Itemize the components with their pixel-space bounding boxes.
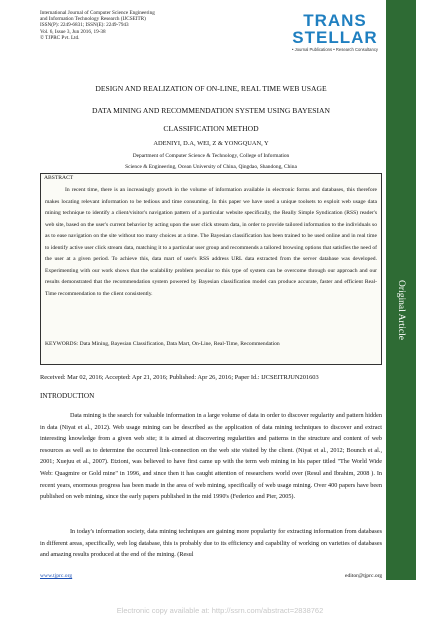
logo-text-trans: TRANS	[303, 11, 367, 30]
body-paragraph: Data mining is the search for valuable information in a large volume of data in order to discover regularity and pattern hidden in data (Niyat et al., 2012). Web usage mining can be described as the application of data mining techniques to discover and extract interesting knowledge from a given web site; it is aimed at discovering regularities and patterns in the structure and content of web resources as well as to determine the occurred link-connection on the web site visited by the client. (Niyat et al., 2012; Bounch et al., 2001; Xuejuu et al., 2007). Etzioni, was believed to have first came up with the term web mining in his paper titled "The World Wide Web: Quagmire or Gold mine" in 1996, and since then it has caught attention of researchers world over (Resul and Ibrahim, 2008 ). In recent years, enormous progress has been made in the area of web mining, specifically of web usage mining. Over 400 papers have been published on web mining, since the early papers published in the mid 1990's (Federico and Pier, 2005).	[40, 412, 382, 501]
affiliation-line: Department of Computer Science & Technology, College of Information	[132, 153, 290, 159]
journal-line: International Journal of Computer Science Engineering	[40, 10, 155, 16]
logo-text-stellar: STELLAR	[292, 28, 378, 47]
authors: ADENIYI, D.A, WEI, Z & YONGQUAN, Y	[153, 140, 269, 147]
article-type-label	[386, 250, 416, 370]
received-dates: Received: Mar 02, 2016; Accepted: Apr 21, 2016; Published: Apr 26, 2016; Paper Id.: IJCSEITRJUN201603	[40, 374, 319, 381]
section-heading: INTRODUCTION	[40, 392, 95, 400]
ssrn-watermark: Electronic copy available at: http://ssrn.com/abstract=2838762	[116, 606, 324, 615]
paper-title-line: DESIGN AND REALIZATION OF ON-LINE, REAL TIME WEB USAGE	[95, 84, 327, 93]
logo-tagline: • Journal Publications • Research Consultancy	[291, 47, 379, 52]
abstract-text: In recent time, there is an increasingly growth in the volume of information available in electronic forms and databases, this therefore makes locating relevant information to be tedious and time consuming. In this paper we have used a unique toolsets to exploit web usage data mining technique to identify a client/visitor's navigation pattern of a particular website specifically, the Really Simple Syndication (RSS) reader's web site, based on the user's current behavior by acting upon the user click stream data, in order to provide tailored information to the individuals so as to ease navigation on the site without too many choices at a time. The Bayesian classification has been trained to be used online and in real time to identify active user click stream data, matching it to a particular user group and recommends a tailored browsing options that satisfies the need of the user at a given period. To achieve this, data mart of user's RSS address URL data extracted from the server database was developed. Experimenting with our work shows that the scalability problem peculiar to this type of system can be overcome through our approach and our results demonstrated that the recommendation system powered by Bayesian classification model can produce accurate, faster and efficient Real-Time recommendation to the client consistently.	[45, 187, 377, 297]
abstract-label: ABSTRACT	[44, 175, 74, 181]
body-paragraph: In today's information society, data mining techniques are gaining more popularity for extracting information from databases in different areas, specifically, web log database, this is probably due to its efficiency and capability of working on varieties of databases and amazing results produced at the end of the mining. (Resul	[40, 528, 382, 559]
affiliation-line: Science & Engineering, Ocean University of China, Qingdao, Shandong, China	[125, 164, 297, 170]
journal-line: Vol. 6, Issue 3, Jun 2016, 19-38	[40, 28, 106, 35]
journal-line: © TJPRC Pvt. Ltd.	[40, 34, 80, 41]
article-type-text: Original Article	[396, 280, 406, 340]
journal-line: ISSN(P): 2249-6831; ISSN(E): 2249-7943	[40, 22, 129, 29]
publisher-logo	[290, 12, 380, 52]
footer-website-link[interactable]: www.tjprc.org	[40, 573, 73, 579]
journal-line: and Information Technology Research (IJCSEITR)	[40, 16, 146, 23]
footer-email: editor@tjprc.org	[345, 573, 383, 579]
journal-info	[40, 10, 155, 41]
keywords: KEYWORDS: Data Mining, Bayesian Classification, Data Mart, On-Line, Real-Time, Recommendation	[45, 341, 280, 347]
paper-title-line: CLASSIFICATION METHOD	[163, 124, 259, 133]
paper-title-line: DATA MINING AND RECOMMENDATION SYSTEM USING BAYESIAN	[92, 106, 330, 115]
abstract-box	[40, 173, 382, 365]
